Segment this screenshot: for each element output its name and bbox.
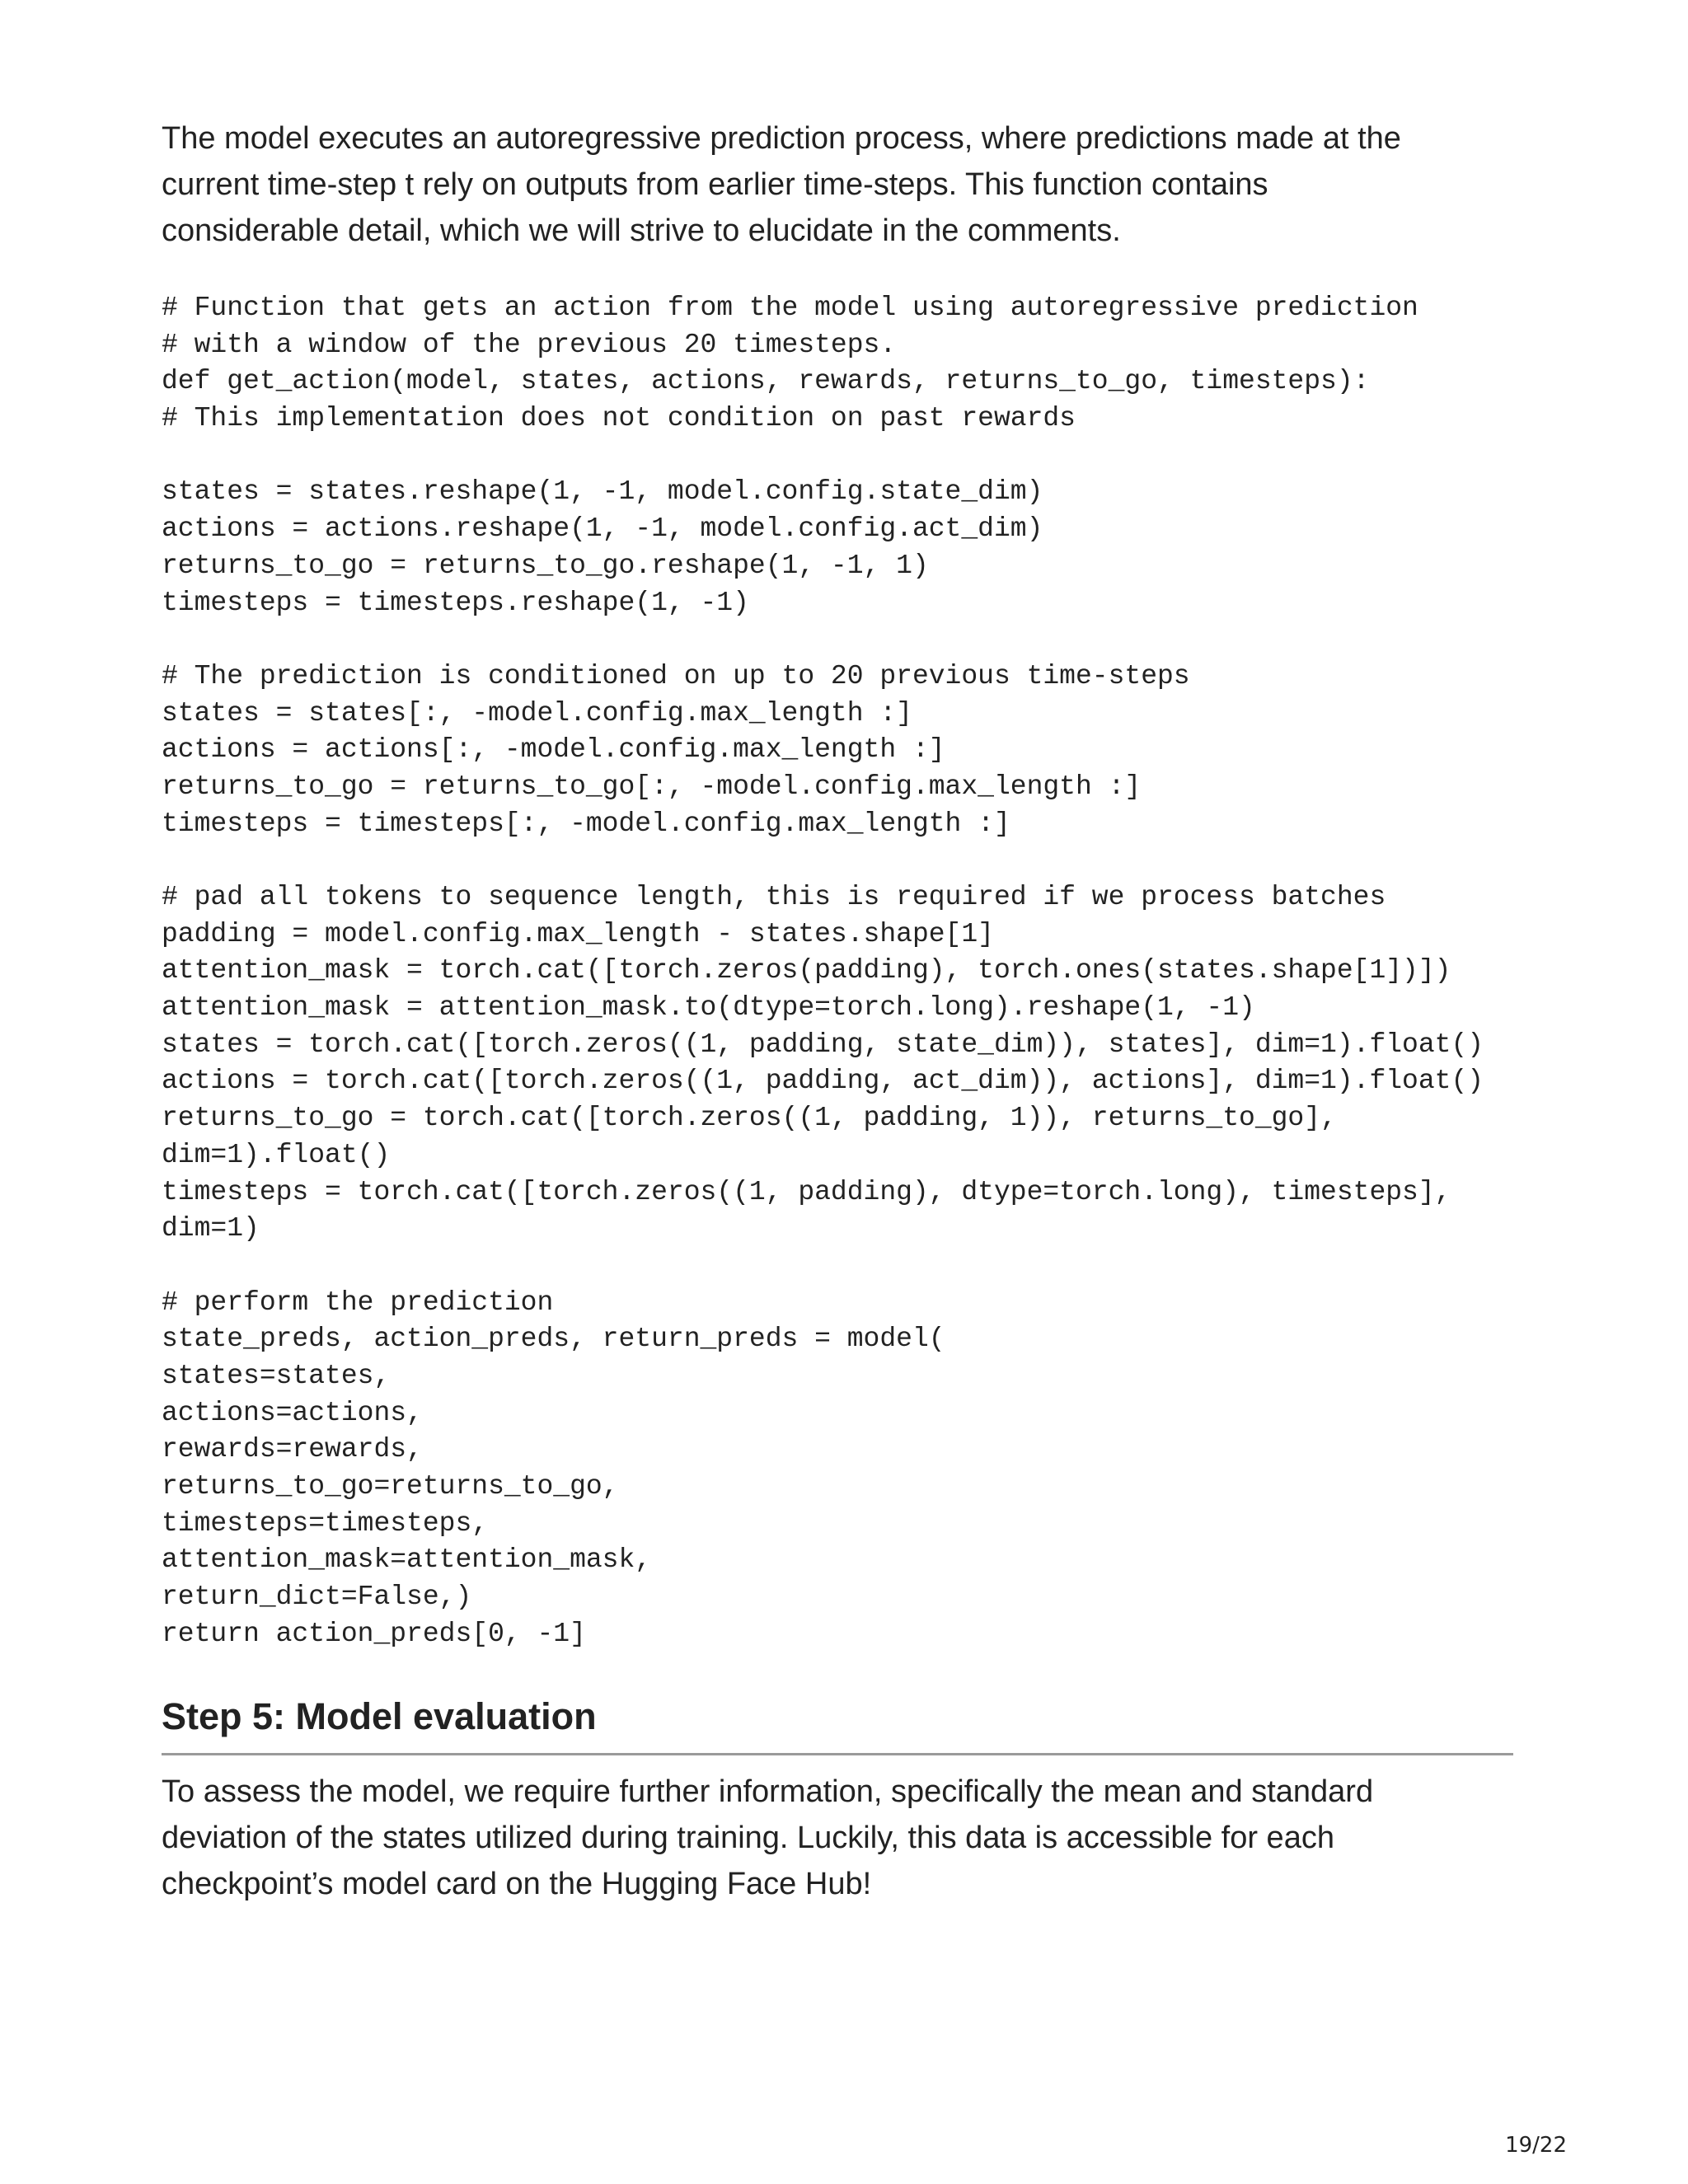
code-line: # pad all tokens to sequence length, this is required if we process batches xyxy=(162,882,1386,912)
code-line: def get_action(model, states, actions, rewards, returns_to_go, timesteps): xyxy=(162,366,1370,397)
code-line: attention_mask = torch.cat([torch.zeros(padding), torch.ones(states.shape[1])]) xyxy=(162,955,1451,987)
code-line xyxy=(162,438,1513,475)
code-line: padding = model.config.max_length - states.shape[1] xyxy=(162,918,994,949)
code-line: state_preds, action_preds, return_preds = model( xyxy=(162,1324,945,1355)
closing-paragraph xyxy=(162,1769,1513,1907)
intro-line: The model executes an autoregressive prediction process, where predictions made at the xyxy=(162,121,1401,156)
document-page xyxy=(162,115,1513,1907)
code-line: actions=actions, xyxy=(162,1397,423,1428)
closing-line: To assess the model, we require further information, specifically the mean and standard xyxy=(162,1774,1374,1810)
code-line: timesteps=timesteps, xyxy=(162,1507,489,1539)
code-line xyxy=(162,842,1513,879)
code-line: attention_mask=attention_mask, xyxy=(162,1544,652,1576)
code-line: actions = actions[:, -model.config.max_length :] xyxy=(162,734,945,766)
code-block xyxy=(162,290,1513,1652)
code-line: states = states[:, -model.config.max_length :] xyxy=(162,697,912,729)
code-line: states = torch.cat([torch.zeros((1, padding, state_dim)), states], dim=1).float() xyxy=(162,1029,1484,1060)
code-line: return action_preds[0, -1] xyxy=(162,1618,586,1649)
code-line: actions = torch.cat([torch.zeros((1, padding, act_dim)), actions], dim=1).float() xyxy=(162,1066,1484,1097)
code-line: timesteps = torch.cat([torch.zeros((1, padding), dtype=torch.long), timesteps], xyxy=(162,1176,1451,1207)
code-line: returns_to_go=returns_to_go, xyxy=(162,1471,619,1502)
page-number: 19/22 xyxy=(1505,2133,1567,2158)
code-line: returns_to_go = returns_to_go[:, -model.config.max_length :] xyxy=(162,771,1142,802)
code-line: returns_to_go = torch.cat([torch.zeros((1, padding, 1)), returns_to_go], xyxy=(162,1103,1337,1134)
code-line xyxy=(162,621,1513,658)
code-line: states=states, xyxy=(162,1360,391,1391)
code-line: # This implementation does not condition on past rewards xyxy=(162,403,1076,434)
code-line: rewards=rewards, xyxy=(162,1434,423,1465)
code-line: actions = actions.reshape(1, -1, model.config.act_dim) xyxy=(162,513,1043,545)
code-line: dim=1).float() xyxy=(162,1139,391,1170)
closing-line: checkpoint’s model card on the Hugging Face Hub! xyxy=(162,1867,872,1902)
code-line: return_dict=False,) xyxy=(162,1582,472,1613)
code-line: attention_mask = attention_mask.to(dtype=torch.long).reshape(1, -1) xyxy=(162,992,1255,1024)
code-line: timesteps = timesteps.reshape(1, -1) xyxy=(162,587,749,618)
section-heading: Step 5: Model evaluation xyxy=(162,1695,597,1738)
code-line: # The prediction is conditioned on up to 20 previous time-steps xyxy=(162,660,1190,691)
code-line: # with a window of the previous 20 timesteps. xyxy=(162,329,897,360)
code-line: # Function that gets an action from the model using autoregressive prediction xyxy=(162,293,1418,323)
code-line xyxy=(162,1248,1513,1285)
code-line: dim=1) xyxy=(162,1213,260,1244)
code-line: returns_to_go = returns_to_go.reshape(1, -1, 1) xyxy=(162,550,929,581)
code-line: timesteps = timesteps[:, -model.config.max_length :] xyxy=(162,808,1010,839)
intro-paragraph xyxy=(162,115,1513,254)
code-line: # perform the prediction xyxy=(162,1286,554,1318)
intro-line: considerable detail, which we will strive to elucidate in the comments. xyxy=(162,213,1121,248)
intro-line: current time-step t rely on outputs from earlier time-steps. This function contains xyxy=(162,167,1268,202)
code-line: states = states.reshape(1, -1, model.config.state_dim) xyxy=(162,476,1043,508)
closing-line: deviation of the states utilized during training. Luckily, this data is accessible for each xyxy=(162,1821,1334,1856)
heading-divider xyxy=(162,1753,1513,1755)
